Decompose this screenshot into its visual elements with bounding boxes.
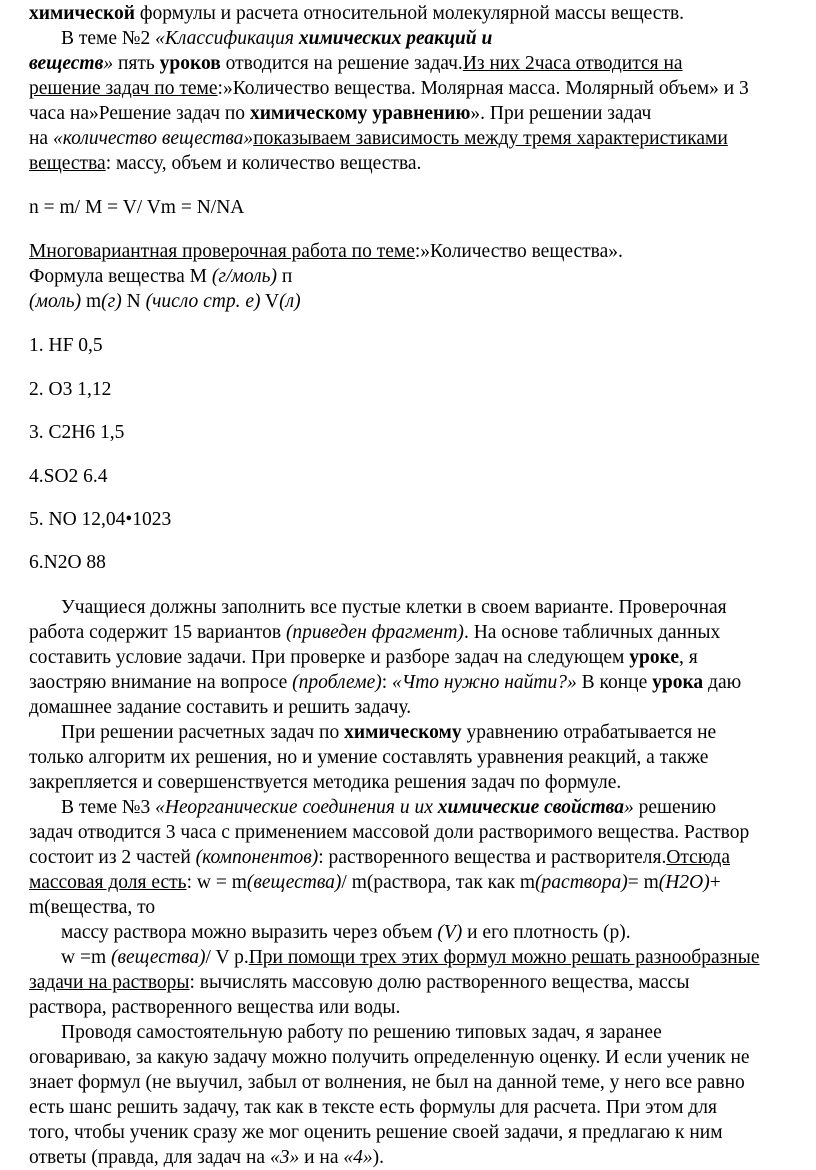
text-line: задач отводится 3 часа с применением массовой доли растворимого вещества. Раствор (29, 822, 750, 843)
list-item: 5. NO 12,04•1023 (29, 509, 172, 530)
text-line: ответы (правда, для задач на «3» и на «4»). (29, 1147, 384, 1168)
text-line: раствора, растворенного вещества или воды. (29, 997, 401, 1018)
text-line: В теме №2 «Классификация химических реакций и (61, 28, 493, 49)
text-line: закрепляется и совершенствуется методика решения задач по формуле. (29, 772, 622, 793)
text-line: работа содержит 15 вариантов (приведен фрагмент). На основе табличных данных (29, 622, 721, 643)
text-line: массу раствора можно выразить через объем (V) и его плотность (p). (61, 922, 631, 943)
text-line: Многовариантная проверочная работа по теме:»Количество вещества». (29, 241, 623, 262)
text-line: того, чтобы ученик сразу же мог оценить решение своей задачи, я предлагаю к ним (29, 1122, 723, 1143)
text-line: m(вещества, то (29, 897, 156, 918)
text-line: только алгоритм их решения, но и умение составлять уравнения реакций, а также (29, 747, 709, 768)
text-line: В теме №3 «Неорганические соединения и их химические свойства» решению (61, 797, 717, 818)
text-line: вещества: массу, объем и количество вещества. (29, 153, 422, 174)
text-line: Формула вещества M (г/моль) п (29, 266, 293, 287)
text-line: w =m (вещества)/ V p.При помощи трех этих формул можно решать разнообразные (61, 947, 760, 968)
formula-line: n = m/ M = V/ Vm = N/NA (29, 197, 245, 218)
text-line: Проводя самостоятельную работу по решению типовых задач, я заранее (61, 1022, 662, 1043)
text-line: знает формул (не выучил, забыл от волнения, не был на данной теме, у него все равно (29, 1072, 745, 1093)
list-item: 3. C2H6 1,5 (29, 422, 125, 443)
text-line: задачи на растворы: вычислять массовую долю растворенного вещества, массы (29, 972, 690, 993)
text-line: есть шанс решить задачу, так как в тексте есть формулы для расчета. При этом для (29, 1097, 717, 1118)
text-line: Учащиеся должны заполнить все пустые клетки в своем варианте. Проверочная (61, 597, 727, 618)
text-line: составить условие задачи. При проверке и разборе задач на следующем уроке, я (29, 647, 698, 668)
text-line: решение задач по теме:»Количество вещества. Молярная масса. Молярный объем» и 3 (29, 78, 749, 99)
list-item: 4.SO2 6.4 (29, 466, 108, 487)
text-line: При решении расчетных задач по химическому уравнению отрабатывается не (61, 722, 717, 743)
text-line: домашнее задание составить и решить задачу. (29, 697, 412, 718)
list-item: 1. HF 0,5 (29, 335, 103, 356)
text-line: часа на»Решение задач по химическому уравнению». При решении задач (29, 103, 652, 124)
text-line: веществ» пять уроков отводится на решение задач.Из них 2часа отводится на (29, 53, 683, 74)
text-line: заостряю внимание на вопросе (проблеме): «Что нужно найти?» В конце урока даю (29, 672, 742, 693)
text-line: на «количество вещества»показываем зависимость между тремя характеристиками (29, 128, 728, 149)
text-line: (моль) m(г) N (число стр. е) V(л) (29, 291, 301, 312)
text-line: химической формулы и расчета относительной молекулярной массы веществ. (29, 3, 685, 24)
text-line: состоит из 2 частей (компонентов): растворенного вещества и растворителя.Отсюда (29, 847, 730, 868)
list-item: 6.N2O 88 (29, 552, 106, 573)
text-line: оговариваю, за какую задачу можно получить определенную оценку. И если ученик не (29, 1047, 750, 1068)
text-line: массовая доля есть: w = m(вещества)/ m(раствора, так как m(раствора)= m(H2O)+ (29, 872, 721, 893)
list-item: 2. O3 1,12 (29, 379, 112, 400)
